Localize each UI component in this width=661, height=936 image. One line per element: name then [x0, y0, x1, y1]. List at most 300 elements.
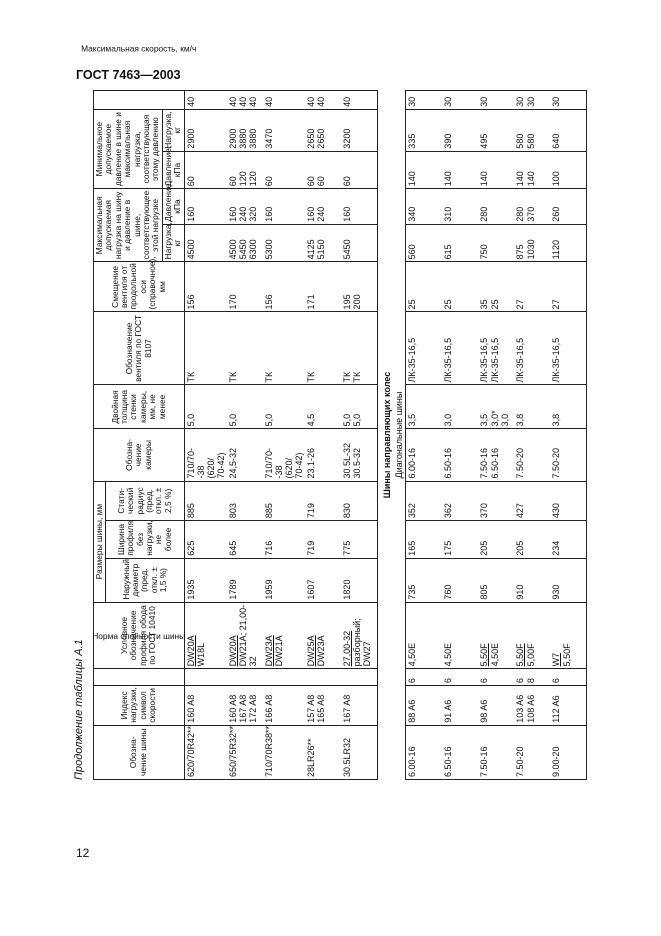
row-ply: [184, 669, 227, 686]
col-index: Индекс нагрузки, символ скорости: [94, 686, 185, 726]
row-max-pressure-line: 310: [443, 206, 454, 222]
row-max-load: [514, 224, 550, 262]
row-valve-line: ТК: [352, 371, 363, 383]
row-tube: [341, 429, 378, 481]
row-min-load-line: 2650: [316, 128, 327, 149]
row-ply: [305, 669, 341, 686]
row-tube-line: 7.50-16: [479, 447, 490, 479]
row-offset-line: 200: [352, 294, 363, 310]
row-index-line: 108 A6: [525, 694, 536, 723]
row-min-pressure: [514, 151, 550, 189]
row-tube: [184, 429, 227, 481]
row-ply: [341, 669, 378, 686]
row-min-load-line: 640: [551, 133, 562, 149]
col-static-radius: Стати-ческий радиус (пред. откл. ± 2,5 %): [106, 481, 184, 521]
row-wall-line: 5,0: [352, 413, 363, 427]
row-max-load-line: 615: [443, 244, 454, 260]
row-min-pressure-line: 60: [306, 176, 317, 187]
row-min-pressure-line: 100: [551, 171, 562, 187]
row-outer-diam: 1789: [227, 558, 263, 602]
row-max-load: [184, 224, 227, 262]
row-index: [442, 686, 478, 726]
row-static-radius: 803: [227, 481, 263, 521]
table-row: [406, 91, 443, 780]
row-rim: [406, 602, 443, 669]
row-tube: [305, 429, 341, 481]
row-speed-line: 40: [306, 96, 317, 107]
col-rim: Условное обозначение профиля обода по ГОСТ 10410: [94, 602, 185, 669]
row-static-radius: 427: [514, 481, 550, 521]
row-rim-line: DW20A: [185, 635, 196, 667]
row-ply: [478, 669, 514, 686]
row-rim: [263, 602, 305, 669]
row-ply: [442, 669, 478, 686]
row-tube-line: -38: [274, 465, 285, 479]
col-maxload-group: Максимальная допускаемая нагрузка на шину и давление в шине, соответствующее этой нагрузке: [94, 189, 163, 262]
row-valve: [550, 312, 587, 385]
row-offset-line: 171: [306, 294, 317, 310]
row-index: [478, 686, 514, 726]
row-rim-line: 4,50E: [489, 642, 500, 667]
row-offset: [442, 262, 478, 312]
row-speed-line: 30: [515, 96, 526, 107]
row-speed: [341, 91, 378, 110]
row-rim-line: разборный;: [352, 618, 363, 667]
section-subtitle: Диагональные шины: [394, 391, 405, 479]
row-min-pressure: [442, 151, 478, 189]
row-speed-line: 30: [443, 96, 454, 107]
row-wall-line: 3,8: [551, 413, 562, 427]
row-min-pressure: [184, 151, 227, 189]
row-max-pressure-line: 160: [227, 206, 238, 222]
row-max-load: [550, 224, 587, 262]
row-ply-line: 6: [479, 678, 490, 684]
row-max-pressure-line: 280: [479, 206, 490, 222]
row-index-line: 172 A8: [248, 694, 259, 723]
row-min-load: [514, 109, 550, 151]
row-width: 645: [227, 521, 263, 559]
row-min-load-line: 3200: [342, 128, 353, 149]
row-offset-line: 156: [185, 294, 196, 310]
row-max-pressure-line: 160: [306, 206, 317, 222]
row-rim: [341, 602, 378, 669]
row-max-pressure: [263, 189, 305, 225]
row-offset-line: 27: [515, 299, 526, 310]
row-rim: [550, 602, 587, 669]
row-wall: [550, 385, 587, 429]
page-number: 12: [76, 846, 90, 860]
row-rim: [184, 602, 227, 669]
row-min-pressure-line: 120: [238, 171, 249, 187]
row-min-load: [227, 109, 263, 151]
row-static-radius: 352: [406, 481, 443, 521]
col-max-load: Нагрузка, кг: [162, 224, 184, 262]
document-title: ГОСТ 7463—2003: [76, 68, 181, 82]
table-row: [442, 91, 478, 780]
row-tube-line: 6.00-16: [407, 447, 418, 479]
row-width: 775: [341, 521, 378, 559]
row-min-pressure-line: 60: [316, 176, 327, 187]
row-designation: 650/75R32**: [227, 725, 263, 779]
row-max-pressure-line: 340: [407, 206, 418, 222]
row-speed: [227, 91, 263, 110]
row-index-line: 103 A6: [515, 694, 526, 723]
row-offset-line: 195: [342, 294, 353, 310]
row-wall-line: 3,8: [515, 413, 526, 427]
row-rim-line: 5,00F: [525, 643, 536, 667]
row-index: [184, 686, 227, 726]
row-min-pressure-line: 140: [407, 171, 418, 187]
row-offset-line: 27: [551, 299, 562, 310]
row-rim-line: W7: [551, 652, 562, 667]
row-index: [227, 686, 263, 726]
row-width: 205: [478, 521, 514, 559]
row-width: 165: [406, 521, 443, 559]
row-rim-line: W18L: [195, 642, 206, 667]
row-min-load: [406, 109, 443, 151]
row-rim-line: DW20A: [227, 635, 238, 667]
row-width: 234: [550, 521, 587, 559]
row-static-radius: 885: [263, 481, 305, 521]
row-designation: 620/70R42**: [184, 725, 227, 779]
row-max-pressure-line: 260: [551, 206, 562, 222]
col-max-pressure: Давление, кПа: [162, 189, 184, 225]
row-static-radius: 362: [442, 481, 478, 521]
row-designation: 28LR26**: [305, 725, 341, 779]
section-title: Шины направляющих колес: [382, 371, 393, 499]
table-row: [550, 91, 587, 780]
row-offset: [406, 262, 443, 312]
row-max-load-line: 875: [515, 244, 526, 260]
row-max-load-line: 4500: [227, 239, 238, 260]
row-min-load: [442, 109, 478, 151]
row-min-load: [305, 109, 341, 151]
row-tube-line: 24,5-32: [227, 447, 238, 479]
table-body-radial: [184, 91, 378, 780]
row-valve: [478, 312, 514, 385]
row-tube-line: 7.50-20: [515, 447, 526, 479]
row-tube-line: 710/70-: [185, 447, 196, 479]
row-speed: [550, 91, 587, 110]
row-index-line: 166 A8: [263, 694, 274, 723]
row-valve: [305, 312, 341, 385]
row-valve: [263, 312, 305, 385]
row-min-pressure: [263, 151, 305, 189]
row-wall-line: 5,0: [227, 413, 238, 427]
row-valve: [341, 312, 378, 385]
row-min-pressure-line: 60: [342, 176, 353, 187]
row-wall: [227, 385, 263, 429]
row-outer-diam: 1935: [184, 558, 227, 602]
col-ply-label: Норма слойности шины: [92, 630, 186, 641]
col-speed-label: Максимальная скорость, км/ч: [81, 43, 197, 54]
row-max-pressure-line: 280: [515, 206, 526, 222]
row-wall: [305, 385, 341, 429]
row-speed: [263, 91, 305, 110]
row-designation: 7.50-16: [478, 725, 514, 779]
row-valve-line: ЛК-35-16,5: [489, 337, 500, 383]
row-index-line: 167 A8: [342, 694, 353, 723]
row-wall: [184, 385, 227, 429]
row-tube: [550, 429, 587, 481]
row-max-load-line: 1030: [525, 239, 536, 260]
row-wall: [341, 385, 378, 429]
row-ply: [514, 669, 550, 686]
row-offset: [478, 262, 514, 312]
row-width: 205: [514, 521, 550, 559]
row-static-radius: 719: [305, 481, 341, 521]
row-outer-diam: 1607: [305, 558, 341, 602]
table-row: [514, 91, 550, 780]
row-max-load-line: 750: [479, 244, 490, 260]
row-wall: [514, 385, 550, 429]
row-valve-line: ЛК-35-16,5: [515, 337, 526, 383]
row-max-load-line: 5450: [238, 239, 249, 260]
row-offset-line: 25: [407, 299, 418, 310]
row-width: 625: [184, 521, 227, 559]
row-speed-line: 30: [479, 96, 490, 107]
row-index-line: 91 A6: [443, 699, 454, 723]
row-speed: [478, 91, 514, 110]
row-wall-line: 3,5: [479, 413, 490, 427]
row-tube: [514, 429, 550, 481]
row-min-pressure: [341, 151, 378, 189]
row-offset: [305, 262, 341, 312]
row-speed-line: 30: [525, 96, 536, 107]
row-max-pressure: [341, 189, 378, 225]
row-max-load: [442, 224, 478, 262]
row-speed: [514, 91, 550, 110]
row-designation: 30.5LR32: [341, 725, 378, 779]
row-speed-line: 40: [227, 96, 238, 107]
row-index: [550, 686, 587, 726]
row-max-pressure: [406, 189, 443, 225]
row-min-pressure-line: 60: [185, 176, 196, 187]
row-valve-line: ТК: [227, 371, 238, 383]
row-index: [341, 686, 378, 726]
row-min-pressure: [550, 151, 587, 189]
row-index-line: 88 A6: [407, 699, 418, 723]
row-speed-line: 30: [407, 96, 418, 107]
row-ply-line: 6: [551, 678, 562, 684]
row-max-load-line: 4125: [306, 239, 317, 260]
row-offset-line: 35: [479, 299, 490, 310]
row-index: [305, 686, 341, 726]
row-min-load-line: 2650: [306, 128, 317, 149]
row-min-load: [478, 109, 514, 151]
row-outer-diam: 805: [478, 558, 514, 602]
row-tube-line: 30.5-32: [352, 447, 363, 479]
row-speed-line: 40: [248, 96, 259, 107]
row-index-line: 157 A8: [306, 694, 317, 723]
row-rim-line: DW23A: [263, 635, 274, 667]
row-valve-line: ТК: [185, 371, 196, 383]
row-speed: [184, 91, 227, 110]
row-tube-line: (620/: [205, 458, 216, 479]
row-offset: [263, 262, 305, 312]
row-ply-line: 6: [443, 678, 454, 684]
row-offset-line: 170: [227, 294, 238, 310]
col-width: Ширина профиля без нагрузки, не более: [106, 521, 184, 559]
row-max-load: [227, 224, 263, 262]
row-wall-line: 3,0: [443, 413, 454, 427]
row-ply: [227, 669, 263, 686]
row-speed: [442, 91, 478, 110]
row-offset-line: 156: [263, 294, 274, 310]
row-max-pressure: [478, 189, 514, 225]
row-min-load: [263, 109, 305, 151]
row-wall-line: 4,5: [306, 413, 317, 427]
row-designation: 7.50-20: [514, 725, 550, 779]
table-row: [227, 91, 263, 780]
row-max-load-line: 5300: [263, 239, 274, 260]
row-tube-line: 6.50-16: [489, 447, 500, 479]
row-min-load-line: 3470: [263, 128, 274, 149]
row-outer-diam: 1820: [341, 558, 378, 602]
row-wall-line: 3,0: [499, 413, 510, 427]
row-offset: [227, 262, 263, 312]
row-max-pressure: [550, 189, 587, 225]
row-ply: [406, 669, 443, 686]
row-max-pressure: [442, 189, 478, 225]
row-max-pressure: [305, 189, 341, 225]
row-min-load-line: 390: [443, 133, 454, 149]
row-ply: [263, 669, 305, 686]
row-max-pressure-line: 240: [316, 206, 327, 222]
row-min-load: [341, 109, 378, 151]
row-offset: [550, 262, 587, 312]
row-max-pressure-line: 160: [185, 206, 196, 222]
row-offset-line: 25: [489, 299, 500, 310]
row-outer-diam: 760: [442, 558, 478, 602]
row-valve-line: ТК: [263, 371, 274, 383]
row-width: 716: [263, 521, 305, 559]
row-min-pressure: [406, 151, 443, 189]
row-rim-line: 5,50F: [479, 643, 490, 667]
row-rim: [305, 602, 341, 669]
row-valve-line: ТК: [306, 371, 317, 383]
table-row: [341, 91, 378, 780]
row-rim: [514, 602, 550, 669]
row-speed: [406, 91, 443, 110]
row-tube: [478, 429, 514, 481]
row-static-radius: 885: [184, 481, 227, 521]
col-offset: Смещение вентиля от продольной оси (справочное), мм: [94, 262, 185, 312]
row-index: [406, 686, 443, 726]
row-speed-line: 40: [342, 96, 353, 107]
row-tube: [227, 429, 263, 481]
row-valve-line: ЛК-35-16,5: [443, 337, 454, 383]
row-tube: [263, 429, 305, 481]
table-caption: Продолжение таблицы А.1: [73, 639, 85, 780]
row-offset: [184, 262, 227, 312]
row-rim: [442, 602, 478, 669]
row-max-pressure-line: 240: [238, 206, 249, 222]
row-tube-line: 6.50-16: [443, 447, 454, 479]
row-ply-line: 8: [525, 678, 536, 684]
row-min-pressure-line: 60: [227, 176, 238, 187]
section-header: [378, 91, 406, 780]
row-designation: 710/70R38**: [263, 725, 305, 779]
row-min-pressure-line: 140: [525, 171, 536, 187]
col-outer-diam: Наружный диаметр (пред. откл. ± 1,5 %): [106, 558, 184, 602]
row-tube: [442, 429, 478, 481]
row-tube-line: (620/: [284, 458, 295, 479]
row-ply: [550, 669, 587, 686]
row-rim-line: DW27: [362, 641, 373, 667]
row-max-load-line: 5450: [342, 239, 353, 260]
row-max-load-line: 6300: [248, 239, 259, 260]
row-designation: 6.00-16: [406, 725, 443, 779]
row-valve-line: ЛК-35-16,5: [407, 337, 418, 383]
row-speed-line: 40: [238, 96, 249, 107]
row-valve: [227, 312, 263, 385]
row-wall: [442, 385, 478, 429]
row-index-line: 160 A8: [185, 694, 196, 723]
row-min-pressure-line: 120: [248, 171, 259, 187]
row-max-pressure-line: 160: [263, 206, 274, 222]
row-rim-line: DW21A; 21,00-32: [238, 604, 259, 667]
row-outer-diam: 910: [514, 558, 550, 602]
row-static-radius: 430: [550, 481, 587, 521]
row-min-load-line: 3880: [238, 128, 249, 149]
row-tube-line: 23.1-26: [306, 447, 317, 479]
row-min-load-line: 580: [525, 133, 536, 149]
row-min-pressure: [478, 151, 514, 189]
row-tube-line: 70-42): [294, 452, 305, 479]
row-min-load-line: 335: [407, 133, 418, 149]
row-max-load-line: 4500: [185, 239, 196, 260]
row-static-radius: 370: [478, 481, 514, 521]
row-wall-line: 5,0: [263, 413, 274, 427]
row-speed-line: 40: [316, 96, 327, 107]
row-valve: [406, 312, 443, 385]
row-index: [263, 686, 305, 726]
col-minpress-group: Минимальное допускаемое давление в шине и максимальная нагрузка, соответствующая этому давлению: [94, 109, 163, 188]
row-min-load: [550, 109, 587, 151]
row-width: 175: [442, 521, 478, 559]
row-min-load: [184, 109, 227, 151]
row-speed-line: 40: [185, 96, 196, 107]
row-index-line: 160 A8: [227, 694, 238, 723]
row-valve-line: ТК: [342, 371, 353, 383]
row-rim-line: 4,50E: [443, 642, 454, 667]
row-tube-line: 70-42): [215, 452, 226, 479]
row-min-load-line: 580: [515, 133, 526, 149]
row-tube-line: 710/70-: [263, 447, 274, 479]
row-max-pressure-line: 320: [248, 206, 259, 222]
row-rim-line: 5,50F: [515, 643, 526, 667]
row-speed-line: 30: [551, 96, 562, 107]
row-max-load: [478, 224, 514, 262]
table-row: [184, 91, 227, 780]
row-min-load-line: 2900: [185, 128, 196, 149]
row-rim-line: DW23A: [316, 635, 327, 667]
row-index-line: 165 A8: [316, 694, 327, 723]
row-max-pressure-line: 370: [525, 206, 536, 222]
row-min-load-line: 2900: [227, 128, 238, 149]
row-valve: [514, 312, 550, 385]
row-wall-line: 3,0*: [489, 410, 500, 427]
row-max-load: [341, 224, 378, 262]
row-max-load-line: 5150: [316, 239, 327, 260]
row-min-pressure-line: 60: [263, 176, 274, 187]
row-outer-diam: 1959: [263, 558, 305, 602]
row-wall-line: 5,0: [185, 413, 196, 427]
row-wall: [263, 385, 305, 429]
row-rim-line: DW21A: [274, 635, 285, 667]
row-min-pressure-line: 140: [515, 171, 526, 187]
